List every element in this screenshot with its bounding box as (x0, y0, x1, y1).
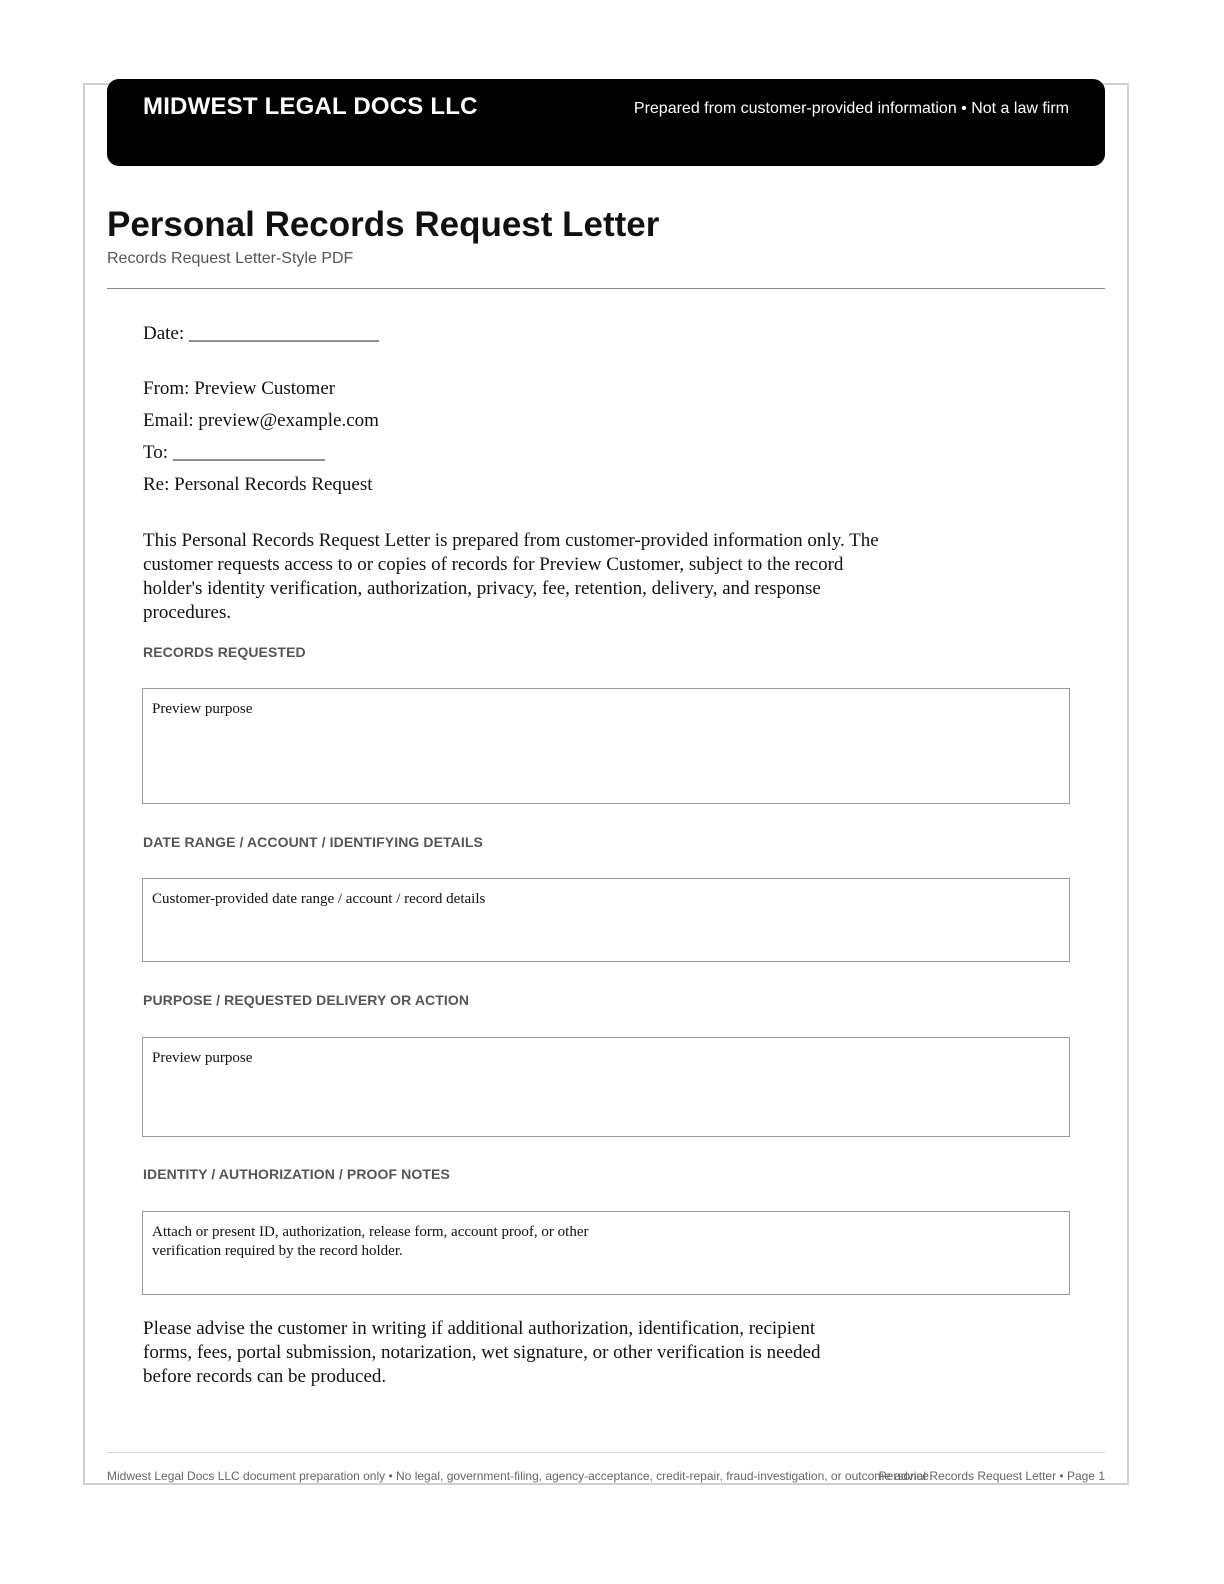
from-line: From: Preview Customer (143, 378, 336, 399)
intro-paragraph: This Personal Records Request Letter is prepared from customer-provided information only. The customer requests access to or copies of records for Preview Customer, subject to the record holder's identity verification, authorization, privacy, fee, retention, delivery, and response procedures. (143, 530, 879, 623)
date-range-box (142, 878, 1070, 962)
footer-page-label: Personal Records Request Letter • Page 1 (878, 1469, 1105, 1483)
header-bar (107, 79, 1105, 166)
header-disclaimer: Prepared from customer-provided information • Not a law firm (633, 100, 1069, 117)
section-label-records-requested: RECORDS REQUESTED (143, 644, 306, 660)
date-range-value: Customer-provided date range / account / record details (152, 891, 486, 907)
records-requested-value: Preview purpose (152, 701, 253, 717)
purpose-box (142, 1037, 1070, 1137)
records-requested-box (142, 688, 1070, 804)
document-title: Personal Records Request Letter (107, 205, 660, 244)
company-name: MIDWEST LEGAL DOCS LLC (143, 93, 478, 120)
identity-box (142, 1211, 1070, 1295)
date-line: Date: ____________________ (143, 323, 379, 344)
purpose-value: Preview purpose (152, 1050, 253, 1066)
section-label-identity: IDENTITY / AUTHORIZATION / PROOF NOTES (143, 1166, 450, 1182)
footer-divider (107, 1452, 1105, 1453)
document-subtitle: Records Request Letter-Style PDF (107, 250, 354, 267)
re-line: Re: Personal Records Request (143, 474, 373, 495)
title-divider (107, 288, 1105, 289)
section-label-purpose: PURPOSE / REQUESTED DELIVERY OR ACTION (143, 992, 470, 1008)
section-label-date-range: DATE RANGE / ACCOUNT / IDENTIFYING DETAILS (143, 834, 483, 850)
footer-disclaimer: Midwest Legal Docs LLC document preparation only • No legal, government-filing, agency-acceptance, credit-repair, fraud-investigation, or outcome advice. (107, 1469, 933, 1483)
identity-value: Attach or present ID, authorization, release form, account proof, or other verification required by the record holder. (152, 1224, 589, 1259)
to-line: To: ________________ (143, 442, 325, 463)
email-line: Email: preview@example.com (143, 410, 379, 431)
closing-paragraph: Please advise the customer in writing if additional authorization, identification, recipient forms, fees, portal submission, notarization, wet signature, or other verification is needed before records can be produced. (143, 1318, 821, 1387)
